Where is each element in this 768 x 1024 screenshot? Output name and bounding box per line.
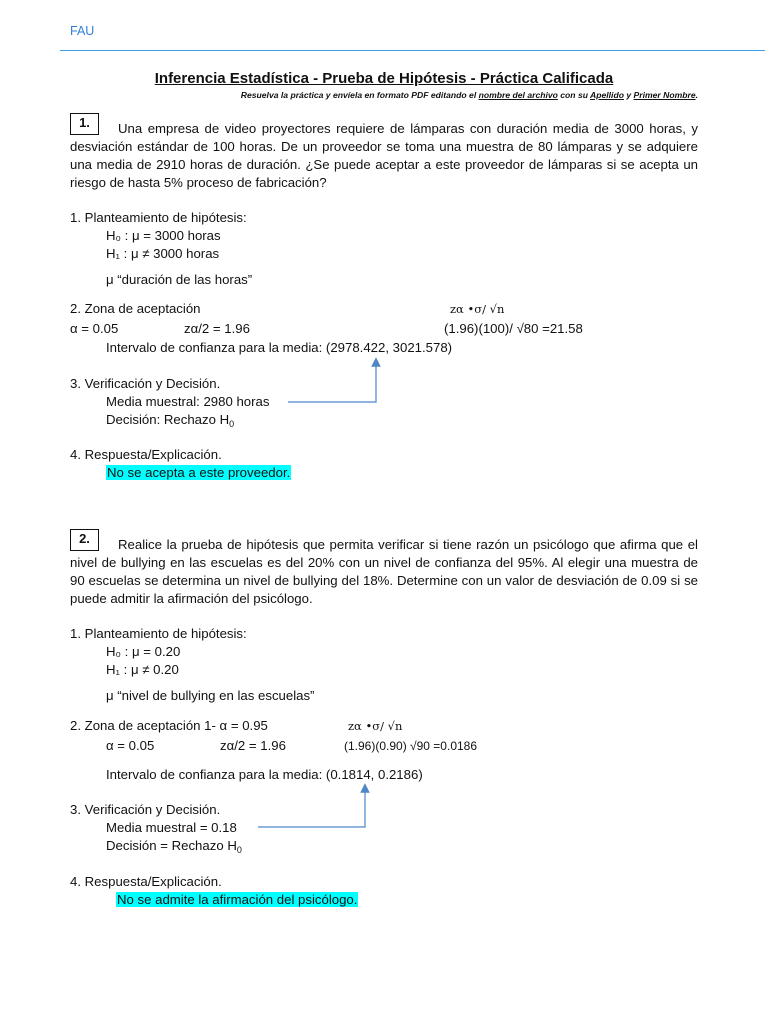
- q1-h1: H₁ : μ ≠ 3000 horas: [106, 246, 220, 261]
- q1-formula: zα •σ/ √n: [450, 302, 505, 316]
- q2-h1: H₁ : μ ≠ 0.20: [106, 662, 179, 677]
- q2-step2-title: 2. Zona de aceptación 1- α = 0.95: [70, 718, 268, 733]
- q1-h0: H₀ : μ = 3000 horas: [106, 228, 221, 243]
- q2-answer-highlight: No se admite la afirmación del psicólogo.: [117, 892, 358, 907]
- q2-arrow: [258, 788, 365, 827]
- q1-step2-title: 2. Zona de aceptación: [70, 301, 201, 316]
- q1-interval: Intervalo de confianza para la media: (2978.422, 3021.578): [106, 340, 453, 355]
- q1-number-box: 1.: [70, 113, 99, 135]
- q2-decision-sub: 0: [236, 845, 242, 855]
- q1-decision-text: Decisión: Rechazo H: [106, 412, 230, 427]
- q2-alpha: α = 0.05: [106, 738, 155, 753]
- q2-z-value: zα/2 = 1.96: [220, 738, 286, 753]
- q2-mu-definition: μ “nivel de bullying en las escuelas”: [106, 688, 315, 703]
- q1-arrow: [288, 362, 376, 402]
- q1-mu-definition: μ “duración de las horas”: [106, 272, 253, 287]
- q2-sample-mean: Media muestral = 0.18: [106, 820, 237, 835]
- q2-decision-text: Decisión = Rechazo H: [106, 838, 237, 853]
- subtitle-underline-3: Primer Nombre: [633, 90, 696, 100]
- q1-z-value: zα/2 = 1.96: [184, 321, 250, 336]
- document-title: Inferencia Estadística - Prueba de Hipótesis - Práctica Calificada: [154, 70, 614, 87]
- subtitle-text-3: y: [623, 90, 634, 100]
- q1-sample-mean: Media muestral: 2980 horas: [106, 394, 270, 409]
- header-brand: FAU: [70, 24, 95, 38]
- q1-answer-highlight: No se acepta a este proveedor.: [107, 465, 291, 480]
- q2-step4-title: 4. Respuesta/Explicación.: [70, 874, 222, 889]
- q1-step4-title: 4. Respuesta/Explicación.: [70, 447, 222, 462]
- q1-step1-title: 1. Planteamiento de hipótesis:: [70, 210, 247, 225]
- subtitle-text-2: con su: [557, 90, 591, 100]
- q1-step3-title: 3. Verificación y Decisión.: [70, 376, 221, 391]
- q1-calculation: (1.96)(100)/ √80 =21.58: [444, 321, 583, 336]
- subtitle-underline-2: Apellido: [590, 90, 624, 100]
- q2-h0: H₀ : μ = 0.20: [106, 644, 181, 659]
- subtitle-underline-1: nombre del archivo: [478, 90, 558, 100]
- q2-step1-title: 1. Planteamiento de hipótesis:: [70, 626, 247, 641]
- q1-decision-sub: 0: [229, 419, 235, 429]
- q2-step3-title: 3. Verificación y Decisión.: [70, 802, 221, 817]
- q1-statement: Una empresa de video proyectores requiere de lámparas con duración media de 3000 horas, y desviación estándar de 100 horas. De un proveedor se toma una muestra de 80 lámparas y se adquiere una media de 2910 horas de duración. ¿Se puede aceptar a este proveedor de lámparas si se acepta un riesgo de hasta 5% proceso de fabricación?: [70, 121, 698, 190]
- q2-number-box: 2.: [70, 529, 99, 551]
- q2-calculation: (1.96)(0.90) √90 =0.0186: [344, 739, 478, 753]
- subtitle-text-4: .: [695, 90, 698, 100]
- q2-formula: zα •σ/ √n: [348, 719, 403, 733]
- q1-alpha: α = 0.05: [70, 321, 119, 336]
- q2-statement: Realice la prueba de hipótesis que permita verificar si tiene razón un psicólogo que afirma que el nivel de bullying en las escuelas es del 20% con un nivel de confianza del 95%. Al elegir una muestra de 90 escuelas se determina un nivel de bullying del 18%. Determine con un valor de desviación de 0.09 si se puede admitir la afirmación del psicólogo.: [70, 537, 698, 606]
- q2-interval: Intervalo de confianza para la media: (0.1814, 0.2186): [106, 767, 423, 782]
- subtitle-text-1: Resuelva la práctica y envíela en formato PDF editando el: [240, 90, 479, 100]
